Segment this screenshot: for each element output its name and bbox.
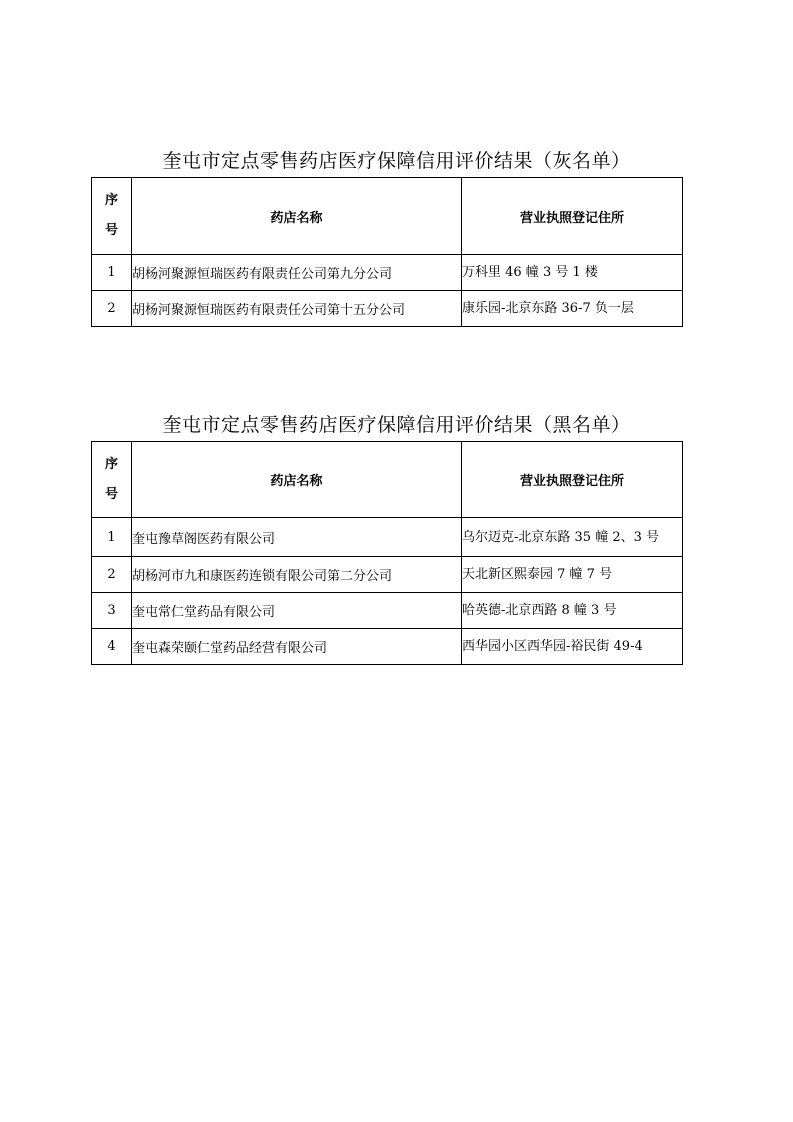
table-header-row [92,178,683,255]
black-list-title: 奎屯市定点零售药店医疗保障信用评价结果（黑名单） [162,414,631,436]
table-row [92,518,683,557]
address-header: 营业执照登记住所 [462,178,683,255]
table-row [92,593,683,629]
gray-list-title: 奎屯市定点零售药店医疗保障信用评价结果（灰名单） [162,150,631,172]
name-header: 药店名称 [132,442,462,518]
seq-header-line1: 序 [104,193,118,208]
black-list-table [91,441,683,665]
row-pharmacy-name: 奎屯常仁堂药品有限公司 [132,593,462,629]
row-address: 乌尔迈克-北京东路 35 幢 2、3 号 [462,518,683,557]
row-address: 天北新区熙泰园 7 幢 7 号 [462,557,683,593]
table-row [92,255,683,291]
row-address: 康乐园-北京东路 36-7 负一层 [462,291,683,327]
row-seq: 1 [92,255,132,291]
seq-header-line2: 号 [104,223,118,238]
name-header: 药店名称 [132,178,462,255]
table-row [92,291,683,327]
row-seq: 2 [92,557,132,593]
seq-header-line1: 序 [104,456,118,472]
row-pharmacy-name: 奎屯森荣颐仁堂药品经营有限公司 [132,629,462,665]
row-address: 哈英德-北京西路 8 幢 3 号 [462,593,683,629]
row-seq: 4 [92,629,132,665]
seq-header-line2: 号 [104,486,118,502]
seq-header [92,178,132,255]
row-seq: 2 [92,291,132,327]
row-pharmacy-name: 奎屯豫草阁医药有限公司 [132,518,462,557]
table-row [92,629,683,665]
row-pharmacy-name: 胡杨河聚源恒瑞医药有限责任公司第十五分公司 [132,291,462,327]
address-header: 营业执照登记住所 [462,442,683,518]
row-address: 西华园小区西华园-裕民街 49-4 [462,629,683,665]
row-pharmacy-name: 胡杨河聚源恒瑞医药有限责任公司第九分公司 [132,255,462,291]
row-pharmacy-name: 胡杨河市九和康医药连锁有限公司第二分公司 [132,557,462,593]
row-seq: 3 [92,593,132,629]
seq-header [92,442,132,518]
gray-list-table [91,177,683,327]
table-row [92,557,683,593]
row-seq: 1 [92,518,132,557]
table-header-row [92,442,683,518]
row-address: 万科里 46 幢 3 号 1 楼 [462,255,683,291]
